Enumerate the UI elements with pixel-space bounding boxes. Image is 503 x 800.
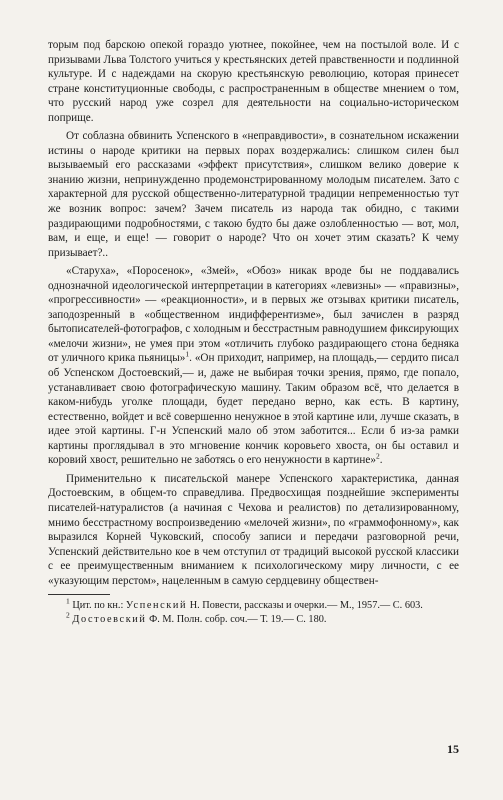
footnote-ref-1: 1	[185, 349, 190, 359]
footnote-2-author: Достоевский	[72, 613, 147, 625]
footnote-1-mark: 1	[66, 596, 70, 606]
paragraph-3-text-b: . «Он приходит, например, на площадь,— сердито писал об Успенском Достоевский,— и, даже не выбирая точки зрения, прямо, где попало, устанавливает свою фотографическую машину. Таким образом всё, что делается в каком-нибудь уголке площади, будет передано верно, как есть. В картину, естественно, войдет и всё совершенно ненужное в этой картине или, лучше сказать, в идее этой картины. Г-н Успенский мало об этом заботится... Если б из-за рамки картины проглядывал в это мгновение кончик коровьего хвоста, он бы оставил и коровий хвост, решительно не заботясь о его ненужности в картине»	[48, 352, 459, 467]
footnote-1-author: Успенский	[125, 600, 188, 612]
paragraph-3-text-c: .	[379, 454, 383, 467]
paragraph-3	[48, 264, 459, 468]
footnote-1	[48, 596, 459, 612]
footnote-divider	[48, 594, 110, 595]
footnote-2-source: Ф. М. Полн. собр. соч.— Т. 19.— С. 180.	[146, 613, 327, 625]
page-number: 15	[447, 742, 459, 756]
footnote-2	[48, 610, 459, 626]
paragraph-4: Применительно к писательской манере Успенского характеристика, данная Достоевским, в общем-то справедлива. Предвосхищая позднейшие эксперименты писателей-натуралистов (а начиная с Чехова и реалистов) по детализированному, мнимо бесстрастному воспроизведению «мелочей жизни», по «граммофонному», как выразился Корней Чуковский, способу записи и передачи разговорной речи, Успенский действительно кое в чем отступил от традиций высокой русской классики с ее преимущественным вниманием к психологическому миру личности, с ее «указующим перстом», нацеленным в самую сердцевину обществен-	[48, 472, 459, 587]
paragraph-1: торым под барскою опекой гораздо уютнее, покойнее, чем на постылой воле. И с призывами Льва Толстого учиться у крестьянских детей правственности и подлинной культуре. И с надеждами на скорую крестьянскую революцию, которая принесет стране конституционные свободы, с распространенным в обществе мнением о том, что русский народ уже созрел для деятельности на социально-историческом поприще.	[48, 39, 459, 124]
footnote-ref-2: 2	[375, 451, 380, 461]
footnote-1-prefix: Цит. по кн.:	[69, 600, 126, 612]
footnote-1-source: Н. Повести, рассказы и очерки.— М., 1957.— С. 603.	[187, 600, 423, 612]
paragraph-3-text-a: «Старуха», «Поросенок», «Змей», «Обоз» никак вроде бы не поддавались однозначной идеологической интерпретации в категориях «левизны» — «правизны», «прогрессивности» — «реакционности», и в первых же отзывах критики писатель, заподозренный в «общественном индифферентизме», был зачислен в разряд бытописателей-фотографов, с холодным и бесстрастным равнодушием фиксирующих «мелочи жизни», не умея при этом «отличить глубоко раздирающего стона бедняка от уличного крика пьяницы»	[48, 265, 459, 365]
footnote-2-mark: 2	[66, 610, 70, 620]
paragraph-2: От соблазна обвинить Успенского в «неправдивости», в сознательном искажении истины о народе критики на первых порах воздержались: слишком силен был вызываемый его рассказами «эффект присутствия», слишком велико доверие к знанию жизни, непринужденно продемонстрированному молодым писателем. Зато с характерной для русской общественно-литературной традиции непременностью тут же возник вопрос: зачем? Зачем писатель из народа так обидно, с такими раздирающими подробностями, с такою будто бы даже озлобленностью — вот, мол, вам, и еще, и еще! — говорит о народе? Что он хочет этим сказать? К чему призывает?..	[48, 130, 459, 259]
